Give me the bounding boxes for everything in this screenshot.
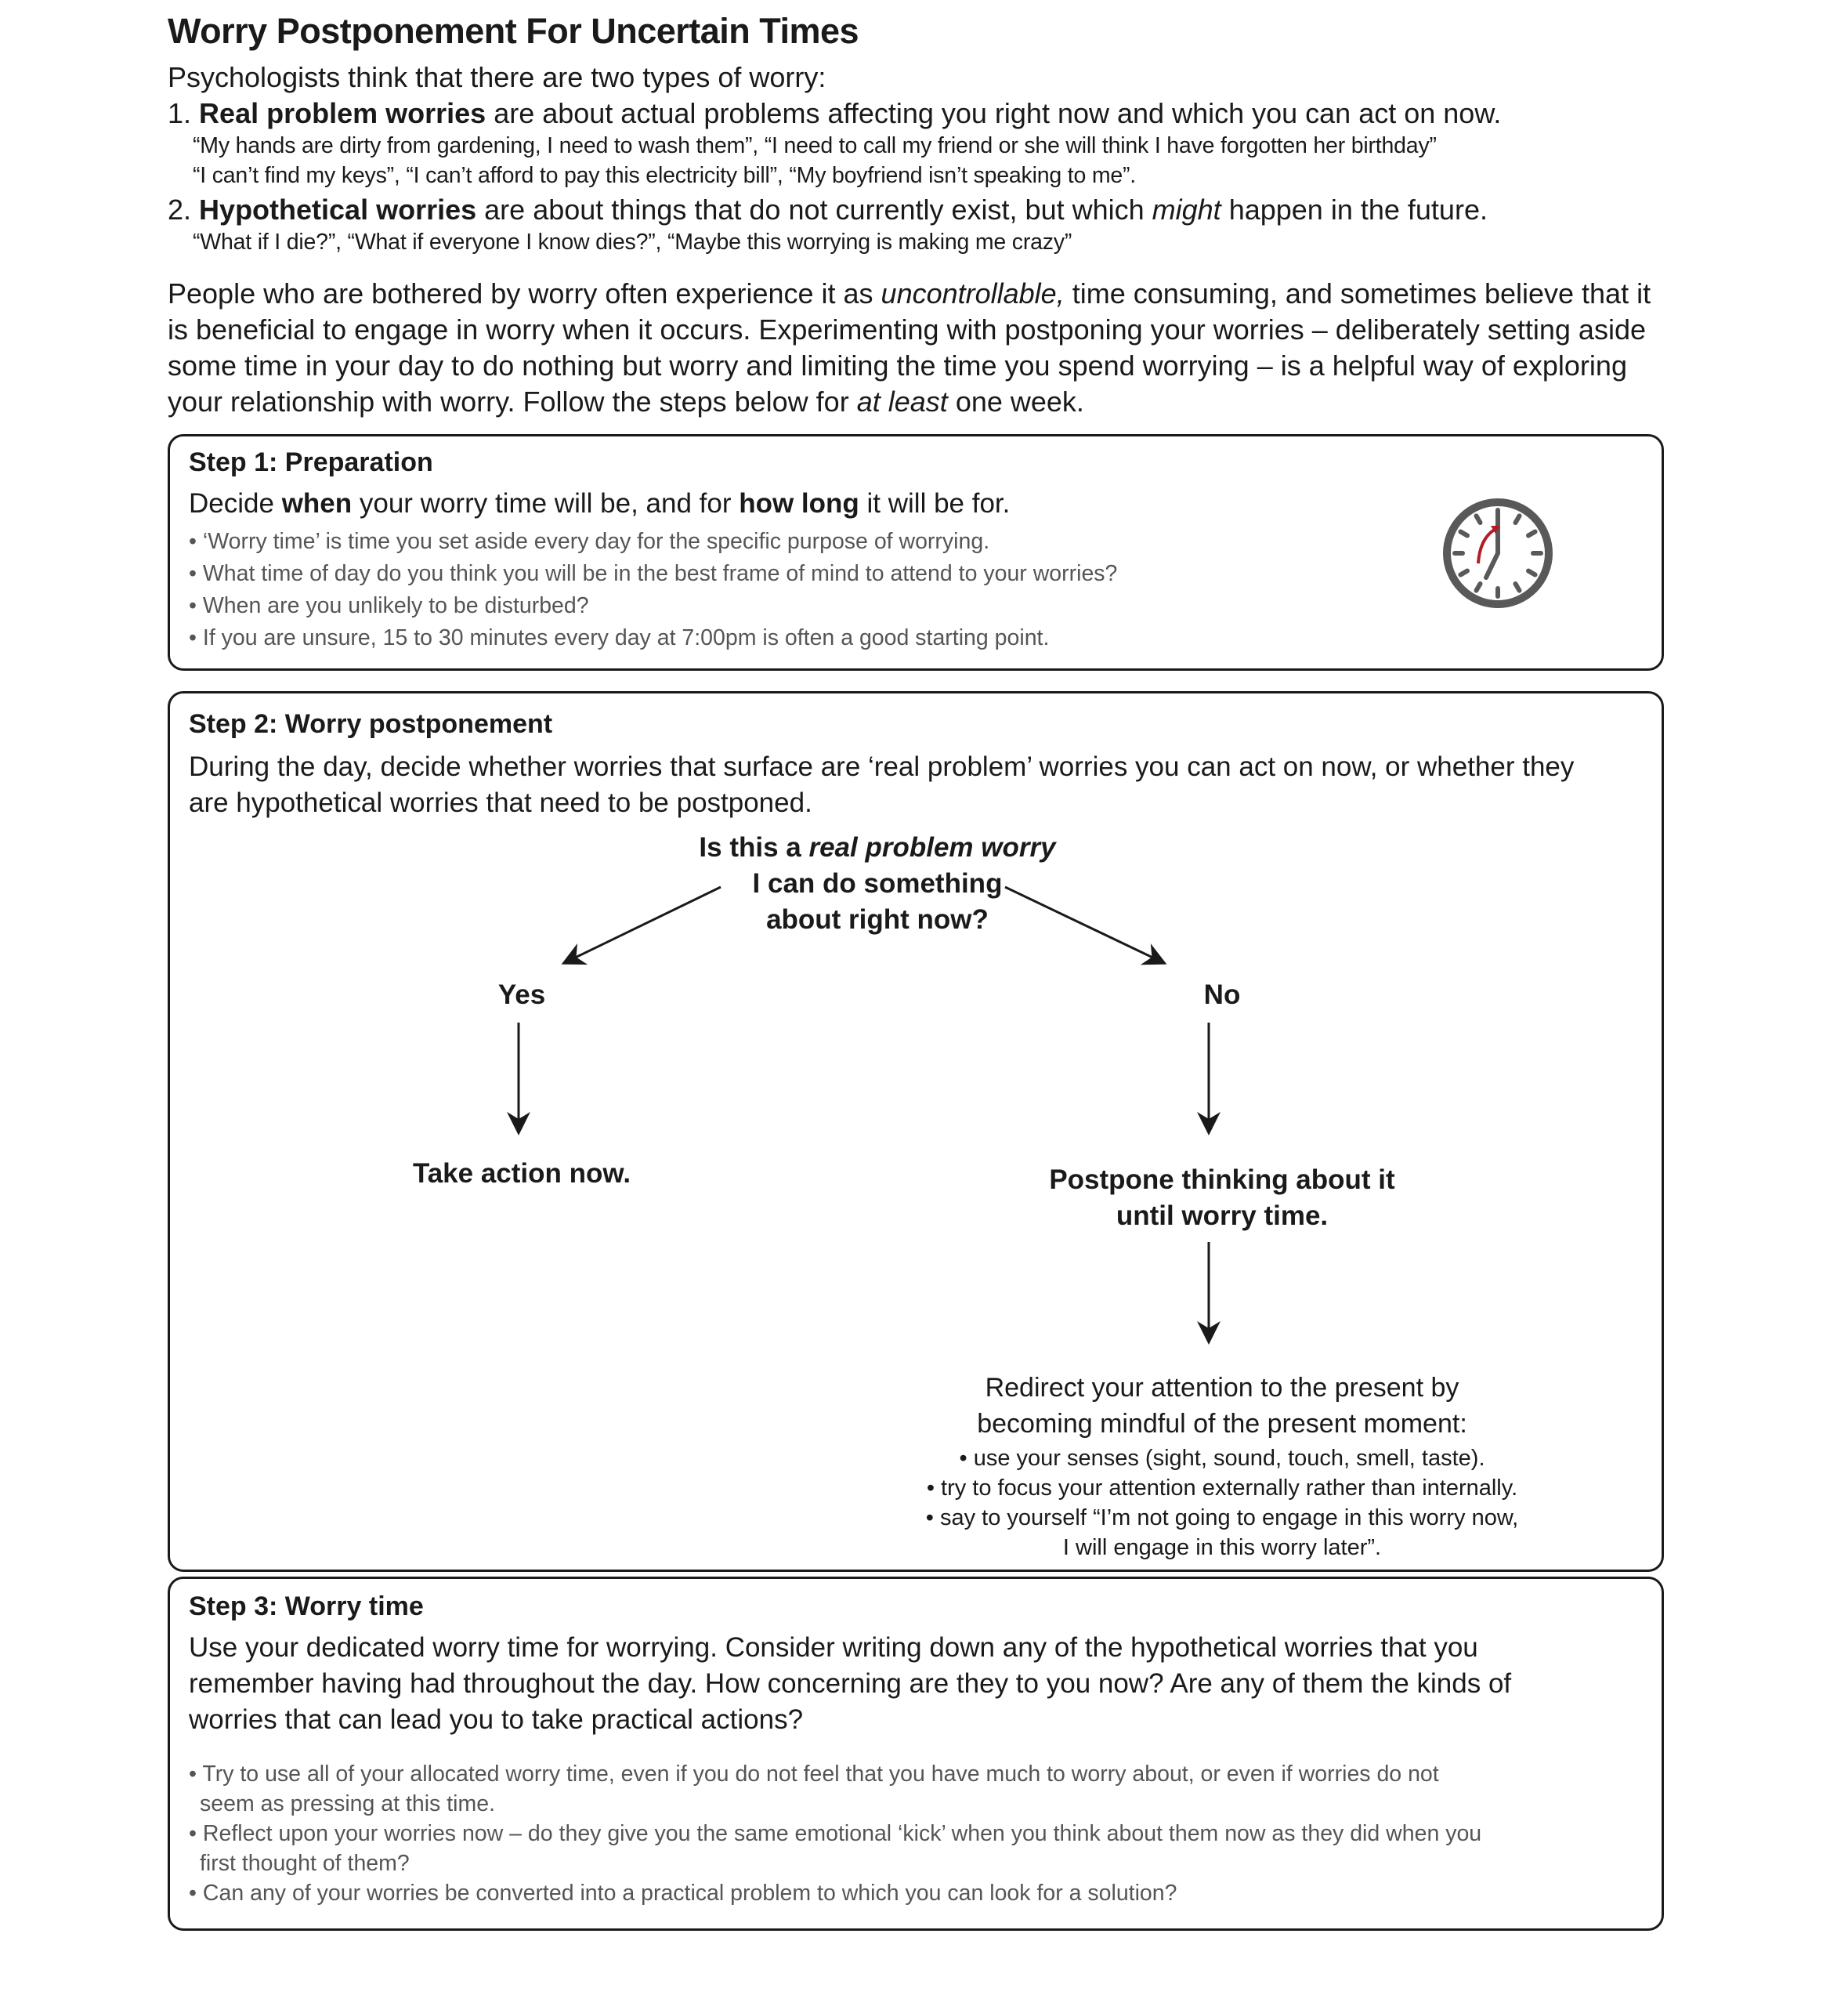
flow-redirect-bullet: • use your senses (sight, sound, touch, smell, taste). bbox=[959, 1446, 1485, 1471]
step3-bullet: first thought of them? bbox=[200, 1851, 410, 1876]
step3-instruction: remember having had throughout the day. How concerning are they to you now? Are any of them the kinds of bbox=[189, 1668, 1512, 1699]
step2-instruction: During the day, decide whether worries that surface are ‘real problem’ worries you can act on now, or whether they bbox=[189, 751, 1575, 782]
worry-type-label: Hypothetical worries bbox=[199, 194, 477, 226]
paragraph-line: some time in your day to do nothing but worry and limiting the time you spend worrying – is a helpful way of exploring bbox=[168, 349, 1627, 382]
flow-redirect-bullet: • try to focus your attention externally rather than internally. bbox=[926, 1476, 1518, 1501]
flow-redirect: becoming mindful of the present moment: bbox=[977, 1409, 1467, 1439]
paragraph-text: time consuming, and sometimes believe that it bbox=[1072, 277, 1651, 310]
question-emphasis: real problem worry bbox=[808, 832, 1056, 863]
flow-take-action: Take action now. bbox=[412, 1158, 631, 1189]
flow-redirect-bullet: • say to yourself “I’m not going to engage in this worry now, bbox=[925, 1505, 1519, 1530]
worry-type-description: happen in the future. bbox=[1228, 194, 1488, 226]
flow-redirect-bullet: I will engage in this worry later”. bbox=[1062, 1535, 1382, 1560]
step1-title: Step 1: Preparation bbox=[189, 447, 433, 477]
step1-bullet: • ‘Worry time’ is time you set aside every day for the specific purpose of worrying. bbox=[189, 529, 990, 554]
worry-type-number: 2. bbox=[168, 194, 192, 226]
step1-bullet: • When are you unlikely to be disturbed? bbox=[189, 593, 589, 618]
step3-bullet: • Reflect upon your worries now – do they give you the same emotional ‘kick’ when you think about them now as they did when you bbox=[189, 1821, 1482, 1846]
flow-postpone: until worry time. bbox=[1116, 1200, 1329, 1231]
instruction-text: Decide bbox=[189, 488, 274, 519]
intro-text: Psychologists think that there are two types of worry: bbox=[168, 61, 826, 93]
flow-postpone: Postpone thinking about it bbox=[1049, 1164, 1395, 1195]
worry-type-number: 1. bbox=[168, 97, 192, 129]
worry-type-emphasis: might bbox=[1152, 194, 1221, 226]
worry-type-label: Real problem worries bbox=[199, 97, 486, 129]
paragraph-text: one week. bbox=[955, 386, 1084, 418]
step1-bullet: • If you are unsure, 15 to 30 minutes every day at 7:00pm is often a good starting point. bbox=[189, 625, 1050, 650]
flow-yes: Yes bbox=[497, 979, 546, 1010]
step2-title: Step 2: Worry postponement bbox=[189, 709, 553, 739]
worry-example: “My hands are dirty from gardening, I need to wash them”, “I need to call my friend or she will think I have forgotten her birthday” bbox=[193, 133, 1437, 158]
instruction-emphasis: how long bbox=[739, 488, 859, 519]
flow-question-line: about right now? bbox=[766, 904, 989, 935]
paragraph-emphasis: at least bbox=[856, 386, 948, 418]
arrow-to-no bbox=[1005, 887, 1163, 962]
flow-no: No bbox=[1203, 979, 1241, 1010]
flow-question-line: I can do something bbox=[752, 868, 1003, 899]
paragraph-text: your relationship with worry. Follow the steps below for bbox=[168, 386, 849, 418]
step3-bullet: seem as pressing at this time. bbox=[200, 1791, 495, 1816]
step1-bullet: • What time of day do you think you will be in the best frame of mind to attend to your worries? bbox=[189, 561, 1118, 586]
page-title: Worry Postponement For Uncertain Times bbox=[168, 11, 859, 51]
step3-instruction: worries that can lead you to take practical actions? bbox=[189, 1704, 804, 1735]
step3-instruction: Use your dedicated worry time for worrying. Consider writing down any of the hypothetical worries that you bbox=[189, 1632, 1478, 1663]
worry-example: “I can’t find my keys”, “I can’t afford to pay this electricity bill”, “My boyfriend isn’t speaking to me”. bbox=[193, 163, 1137, 188]
step3-bullet: • Can any of your worries be converted into a practical problem to which you can look for a solution? bbox=[189, 1881, 1177, 1906]
paragraph-line: is beneficial to engage in worry when it occurs. Experimenting with postponing your worries – deliberately setting aside bbox=[168, 313, 1646, 346]
instruction-emphasis: when bbox=[281, 488, 353, 519]
paragraph-text: People who are bothered by worry often experience it as bbox=[168, 277, 873, 310]
flow-redirect: Redirect your attention to the present by bbox=[985, 1373, 1459, 1403]
instruction-text: your worry time will be, and for bbox=[359, 488, 732, 519]
step3-title: Step 3: Worry time bbox=[189, 1591, 424, 1621]
step3-bullet: • Try to use all of your allocated worry time, even if you do not feel that you have much to worry about, or even if worries do not bbox=[189, 1762, 1439, 1787]
step2-instruction: are hypothetical worries that need to be postponed. bbox=[189, 788, 812, 818]
paragraph-emphasis: uncontrollable, bbox=[881, 277, 1065, 310]
worry-type-description: are about actual problems affecting you right now and which you can act on now. bbox=[494, 97, 1502, 129]
arrow-to-yes bbox=[566, 887, 721, 962]
instruction-text: it will be for. bbox=[866, 488, 1011, 519]
worry-type-description: are about things that do not currently exist, but which bbox=[484, 194, 1145, 226]
worry-example: “What if I die?”, “What if everyone I know dies?”, “Maybe this worrying is making me crazy” bbox=[193, 230, 1072, 255]
step3-box bbox=[168, 1577, 1664, 1931]
question-text: Is this a bbox=[699, 832, 801, 863]
